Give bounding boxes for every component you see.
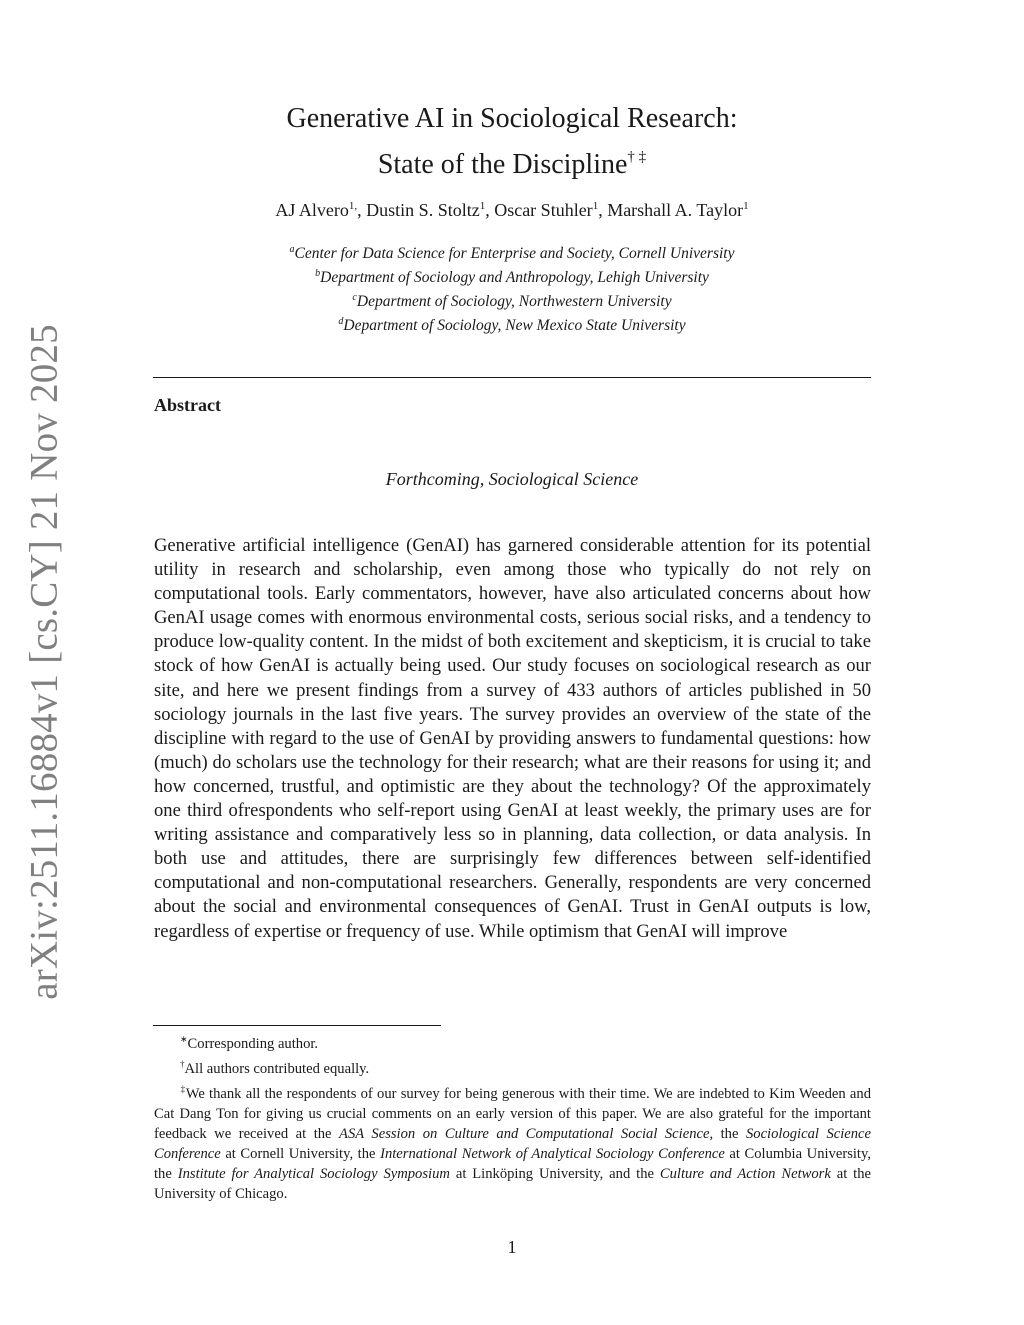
title-line-1: Generative AI in Sociological Research: bbox=[286, 103, 738, 134]
author-mark: 1 bbox=[479, 200, 486, 212]
title-line-2 bbox=[150, 138, 874, 184]
footnote-venue-name: International Network of Analytical Sociology Conference bbox=[380, 1146, 725, 1162]
footnote-mark: † bbox=[180, 1059, 185, 1069]
abstract-heading: Abstract bbox=[154, 395, 221, 415]
author-separator: , bbox=[485, 200, 495, 220]
footnote-mark: ∗ bbox=[180, 1034, 188, 1044]
author-mark: 1 bbox=[592, 200, 599, 212]
abstract-divider bbox=[153, 377, 871, 378]
affiliation bbox=[150, 288, 874, 312]
author-mark: 1, bbox=[348, 200, 358, 212]
footnotes bbox=[154, 1029, 871, 1204]
footnote-corresponding bbox=[154, 1029, 871, 1054]
author: Oscar Stuhler bbox=[494, 200, 593, 220]
arxiv-identifier-stamp: arXiv:2511.16884v1 [cs.CY] 21 Nov 2025 bbox=[22, 324, 66, 1000]
abstract-body bbox=[154, 534, 871, 944]
footnote-text: All authors contributed equally. bbox=[184, 1061, 370, 1077]
footnote-venue-name: ASA Session on Culture and Computational Social Science bbox=[339, 1126, 710, 1142]
affiliation-text: Center for Data Science for Enterprise and Society, Cornell University bbox=[294, 245, 735, 262]
affiliation bbox=[150, 312, 874, 336]
affiliation-text: Department of Sociology, Northwestern University bbox=[356, 293, 672, 310]
footnote-text: , the bbox=[709, 1126, 746, 1142]
footnote-text: Corresponding author. bbox=[187, 1036, 319, 1052]
footnote-divider bbox=[153, 1025, 441, 1026]
affiliation-mark: c bbox=[352, 292, 357, 303]
footnote-venue-name: Culture and Action Network bbox=[659, 1166, 831, 1182]
abstract-paragraph: Generative artificial intelligence (GenAI) has garnered considerable attention for its potential utility in research and scholarship, even among those who typically do not rely on computational tools. Early commentators, however, have also articulated concerns about how GenAI usage comes with enormous environmental costs, serious social risks, and a tendency to produce low-quality content. In the midst of both excitement and skepticism, it is crucial to take stock of how GenAI is actually being used. Our study focuses on sociological research as our site, and here we present findings from a survey of 433 authors of articles published in 50 sociology journals in the last five years. The survey provides an overview of the state of the discipline with regard to the use of GenAI by providing answers to fundamental questions: how (much) do scholars use the technology for their research; what are their reasons for using it; and how concerned, trustful, and optimistic are they about the technology? Of the approximately one third ofrespondents who self-report using GenAI at least weekly, the primary uses are for writing assistance and comparatively less so in planning, data collection, or data analysis. In both use and attitudes, there are surprisingly few differences between self-identified computational and non-computational researchers. Generally, respondents are very concerned about the social and environmental consequences of GenAI. Trust in GenAI outputs is low, regardless of expertise or frequency of use. While optimism that GenAI will improve bbox=[154, 535, 871, 942]
affiliation-mark: d bbox=[338, 316, 344, 327]
footnote-equal-contribution bbox=[154, 1054, 871, 1079]
footnote-text: at Cornell University, the bbox=[220, 1146, 381, 1162]
footnote-mark: ‡ bbox=[180, 1084, 186, 1094]
author: Dustin S. Stoltz bbox=[366, 200, 480, 220]
affiliation-text: Department of Sociology, New Mexico State University bbox=[343, 317, 686, 334]
affiliation-mark: b bbox=[315, 268, 321, 279]
footnote-text: at the University of Chicago. bbox=[154, 1166, 871, 1202]
page-number: 1 bbox=[507, 1237, 517, 1257]
footnote-venue-name: Sociological Science Conference bbox=[154, 1126, 871, 1162]
author: AJ Alvero bbox=[275, 200, 349, 220]
affiliation-text: Department of Sociology and Anthropology, Lehigh University bbox=[320, 269, 709, 286]
publication-note: Forthcoming, Sociological Science bbox=[385, 469, 639, 489]
author-mark: 1 bbox=[743, 200, 749, 212]
author-separator: , bbox=[598, 200, 608, 220]
title-footnote-marks: † ‡ bbox=[627, 149, 647, 165]
affiliation bbox=[150, 264, 874, 288]
footnote-acknowledgements bbox=[154, 1079, 871, 1204]
footnote-text: at Columbia University, the bbox=[154, 1146, 871, 1182]
footnote-text: We thank all the respondents of our survey for being generous with their time. We are indebted to Kim Weeden and Cat Dang Ton for giving us crucial comments on an early version of this paper. We are also grateful for the important feedback we received at the bbox=[154, 1086, 871, 1142]
paper-title bbox=[150, 100, 874, 184]
affiliation bbox=[150, 240, 874, 264]
title-line-2-text: State of the Discipline bbox=[377, 149, 628, 180]
footnote-venue-name: Institute for Analytical Sociology Symposium bbox=[177, 1166, 450, 1182]
affiliation-list bbox=[150, 240, 874, 336]
author: Marshall A. Taylor bbox=[607, 200, 744, 220]
author-list bbox=[150, 200, 874, 221]
author-separator: , bbox=[357, 200, 367, 220]
affiliation-mark: a bbox=[289, 244, 295, 255]
footnote-text: at Linköping University, and the bbox=[449, 1166, 660, 1182]
